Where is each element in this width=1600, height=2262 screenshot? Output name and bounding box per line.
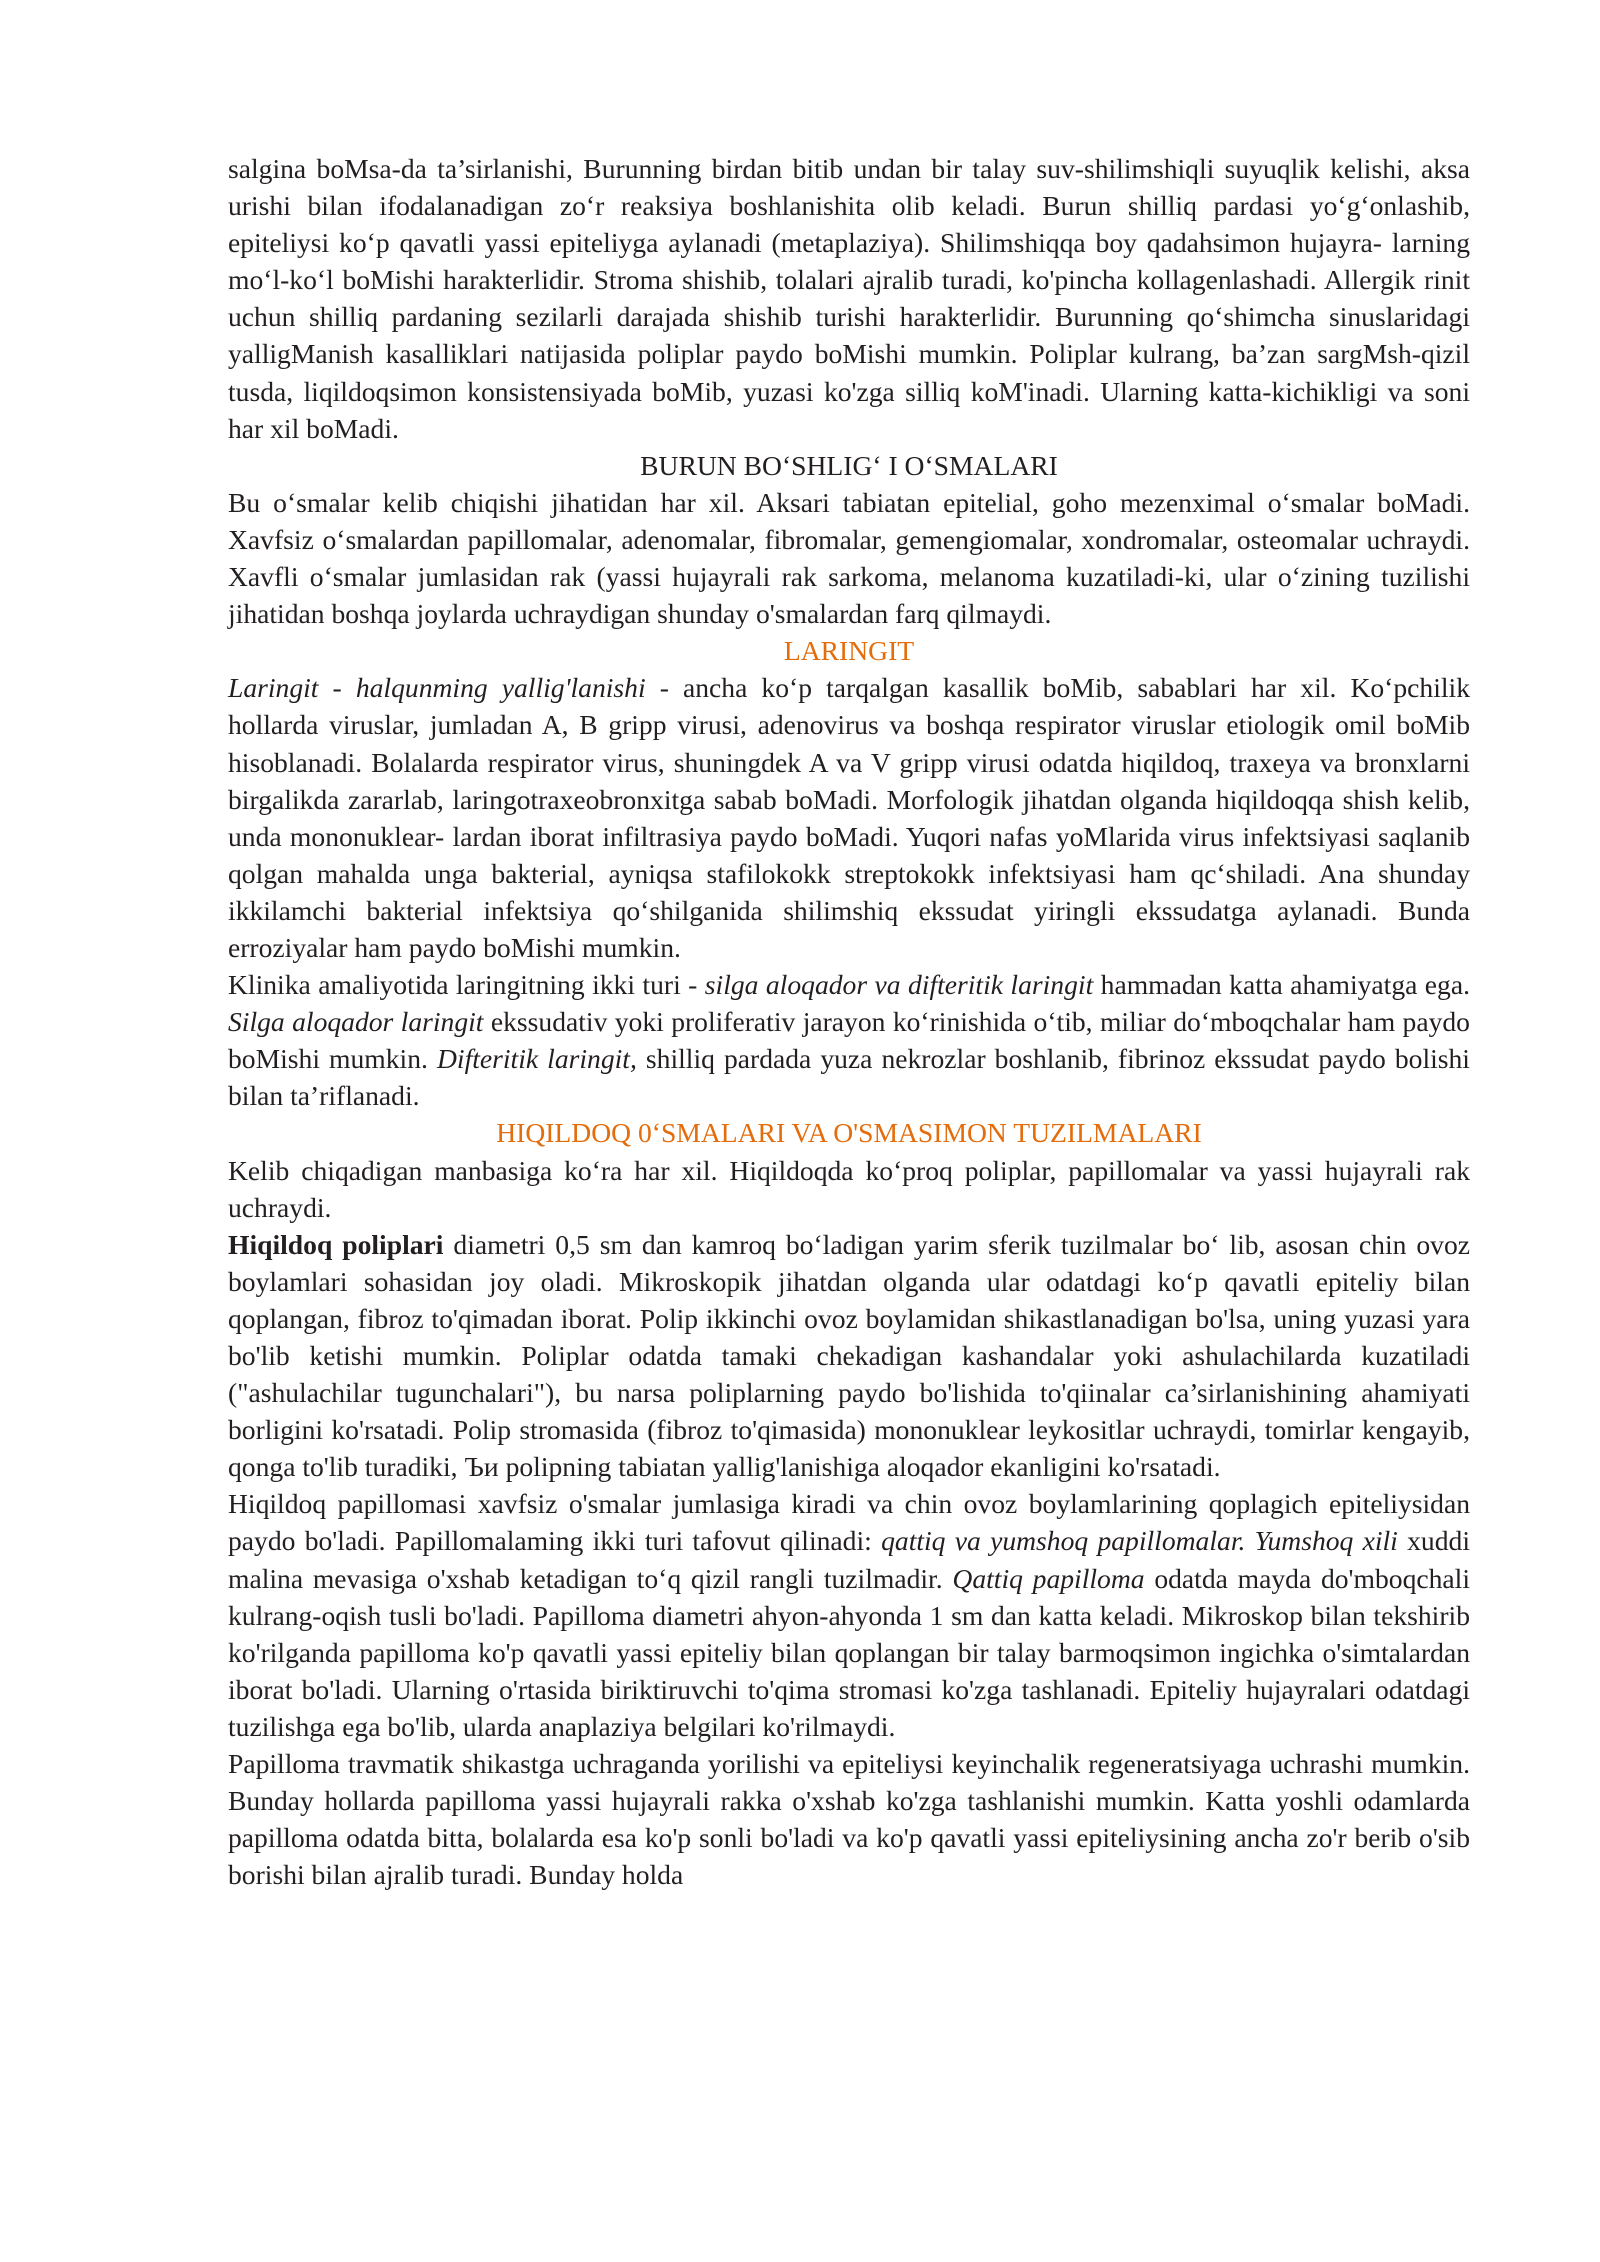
laringit-text: - ancha ko‘p tarqalgan kasallik boMib, sabablari har xil. Ko‘pchilik hollarda viruslar, jumladan A, B gripp virusi, adenovirus va boshqa respirator viruslar etiologik omil boMib hisoblanadi. Bolalarda respirator virus, shuningdek A va V gripp virusi odatda hiqildoq, traxeya va bronxlarni birgalikda zararlab, laringotraxeobronxitga sabab boMadi. Morfologik jihatdan olganda hiqildoqqa shish kelib, unda mononuklear- lardan iborat infiltrasiya paydo boMadi. Yuqori nafas yoMlarida virus infektsiyasi saqlanib qolgan mahalda unga bakterial, ayniqsa stafilokokk streptokokk infektsiyasi ham qc‘shiladi. Ana shunday ikkilamchi bakterial infektsiya qo‘shilganida shilimshiq ekssudat yiringli ekssudatga aylanadi. Bunda erroziyalar ham paydo boMishi mumkin. bbox=[228, 672, 1470, 963]
papilloma-term-2: Qattiq papilloma bbox=[952, 1562, 1145, 1594]
paragraph-klinika bbox=[228, 966, 1470, 1114]
paragraph-burun-osmalari: Bu o‘smalar kelib chiqishi jihatidan har xil. Aksari tabiatan epitelial, goho mezenximal o‘smalar boMadi. Xavfsiz o‘smalardan papillomalar, adenomalar, fibromalar, gemengiomalar, xondromalar, osteomalar uchraydi. Xavfli o‘smalar jumlasidan rak (yassi hujayrali rak sarkoma, melanoma kuzatiladi-ki, ular o‘zining tuzilishi jihatidan boshqa joylarda uchraydigan shunday o'smalardan farq qilmaydi. bbox=[228, 486, 1470, 630]
heading-laringit: LARINGIT bbox=[783, 635, 915, 667]
laringit-term: Laringit - halqunming yallig'lanishi bbox=[228, 672, 646, 704]
paragraph-hiqildoq-poliplari bbox=[228, 1226, 1470, 1486]
papilloma-text-1: Hiqildoq papillomasi xavfsiz o'smalar jumlasiga kiradi va chin ovoz boylamlarining qoplagich epiteliysidan paydo bo'ladi. Papillomalaming ikki turi tafovut qilinadi: bbox=[228, 1488, 1470, 1557]
poliplari-term: Hiqildoq poliplari bbox=[228, 1228, 444, 1260]
klinika-term-1: silga aloqador va difteritik laringit bbox=[704, 969, 1094, 1001]
poliplari-text: diametri 0,5 sm dan kamroq bo‘ladigan yarim sferik tuzilmalar bo‘ lib, asosan chin ovoz boylamlari sohasidan joy oladi. Mikroskopik jihatdan olganda ular odatdagi ko‘p qavatli epiteliy bilan qoplangan, fibroz to'qimadan iborat. Polip ikkinchi ovoz boylamidan shikastlanadigan bo'lsa, uning yuzasi yara bo'lib ketishi mumkin. Poliplar odatda tamaki chekadigan kashandalar yoki ashulachilarda kuzatiladi ("ashulachilar tugunchalari"), bu narsa poliplarning paydo bo'lishida to'qiinalar ca’sirlanishining ahamiyati borligini ko'rsatadi. Polip stromasida (fibroz to'qimasida) mononuklear leykositlar uchraydi, tomirlar kengayib, qonga to'lib turadiki, Ъи polipning tabiatan yallig'lanishiga aloqador ekanligini ko'rsatadi. bbox=[228, 1228, 1470, 1483]
paragraph-papilloma-travmatik: Papilloma travmatik shikastga uchraganda yorilishi va epiteliysi keyinchalik regeneratsiyaga uchrashi mumkin. Bunday hollarda papilloma yassi hujayrali rakka o'xshab ko'zga tashlanishi mumkin. Katta yoshli odamlarda papilloma odatda bitta, bolalarda esa ko'p sonli bo'ladi va ko'p qavatli yassi epiteliysining ancha zo'r berib o'sib borishi bilan ajralib turadi. Bunday holda bbox=[228, 1748, 1470, 1891]
klinika-term-2: Silga aloqador laringit bbox=[228, 1006, 484, 1038]
heading-hiqildoq-osmalari: HIQILDOQ 0‘SMALARI VA O'SMASIMON TUZILMALARI bbox=[496, 1117, 1202, 1149]
heading-burun-osmalari: BURUN BO‘SHLIG‘ I O‘SMALARI bbox=[640, 449, 1058, 481]
klinika-text-3: ekssudativ yoki proliferativ jarayon ko‘rinishida o‘tib, miliar do‘mboqchalar ham paydo boMishi mumkin. bbox=[228, 1006, 1470, 1075]
klinika-term-3: Difteritik laringit, bbox=[436, 1043, 637, 1075]
papilloma-term-1: qattiq va yumshoq papillomalar. Yumshoq xili bbox=[881, 1525, 1398, 1557]
klinika-text-4: shilliq pardada yuza nekrozlar boshlanib, fibrinoz ekssudat paydo bolishi bilan ta’riflanadi. bbox=[228, 1043, 1470, 1112]
papilloma-text-3: odatda mayda do'mboqchali kulrang-oqish tusli bo'ladi. Papilloma diametri ahyon-ahyonda 1 sm dan katta keladi. Mikroskop bilan tekshirib ko'rilganda papilloma ko'p qavatli yassi epiteliy bilan qoplangan bir talay barmoqsimon ingichka o'simtalardan iborat bo'ladi. Ularning o'rtasida biriktiruvchi to'qima stromasi ko'zga tashlanadi. Epiteliy hujayralari odatdagi tuzilishga ega bo'lib, ularda anaplaziya belgilari ko'rilmaydi. bbox=[228, 1562, 1470, 1742]
document-page bbox=[228, 150, 1470, 1893]
paragraph-papilloma bbox=[228, 1485, 1470, 1745]
papilloma-text-2: xuddi malina mevasiga o'xshab ketadigan to‘q qizil rangli tuzilmadir. bbox=[228, 1525, 1470, 1594]
klinika-text-2: hammadan katta ahamiyatga ega. bbox=[1093, 969, 1470, 1001]
paragraph-kelib-chiqadigan: Kelib chiqadigan manbasiga ko‘ra har xil. Hiqildoqda ko‘proq poliplar, papillomalar va yassi hujayrali rak uchraydi. bbox=[228, 1154, 1470, 1223]
paragraph-intro: salgina boMsa-da ta’sirlanishi, Burunning birdan bitib undan bir talay suv-shilimshiqli suyuqlik kelishi, aksa urishi bilan ifodalanadigan zo‘r reaksiya boshlanishita olib keladi. Burun shilliq pardasi yo‘g‘onlashib, epiteliysi ko‘p qavatli yassi epiteliyga aylanadi (metaplaziya). Shilimshiqqa boy qadahsimon hujayra- larning mo‘l-ko‘l boMishi harakterlidir. Stroma shishib, tolalari ajralib turadi, ko'pincha kollagenlashadi. Allergik rinit uchun shilliq pardaning sezilarli darajada shishib turishi harakterlidir. Burunning qo‘shimcha sinuslaridagi yalligManish kasalliklari natijasida poliplar paydo boMishi mumkin. Poliplar kulrang, ba’zan sargMsh-qizil tusda, liqildoqsimon konsistensiyada boMib, yuzasi ko'zga silliq koM'inadi. Ularning katta-kichikligi va soni har xil boMadi. bbox=[228, 153, 1470, 444]
klinika-text-1: Klinika amaliyotida laringitning ikki turi - bbox=[228, 969, 705, 1001]
paragraph-laringit-definition bbox=[228, 669, 1470, 966]
